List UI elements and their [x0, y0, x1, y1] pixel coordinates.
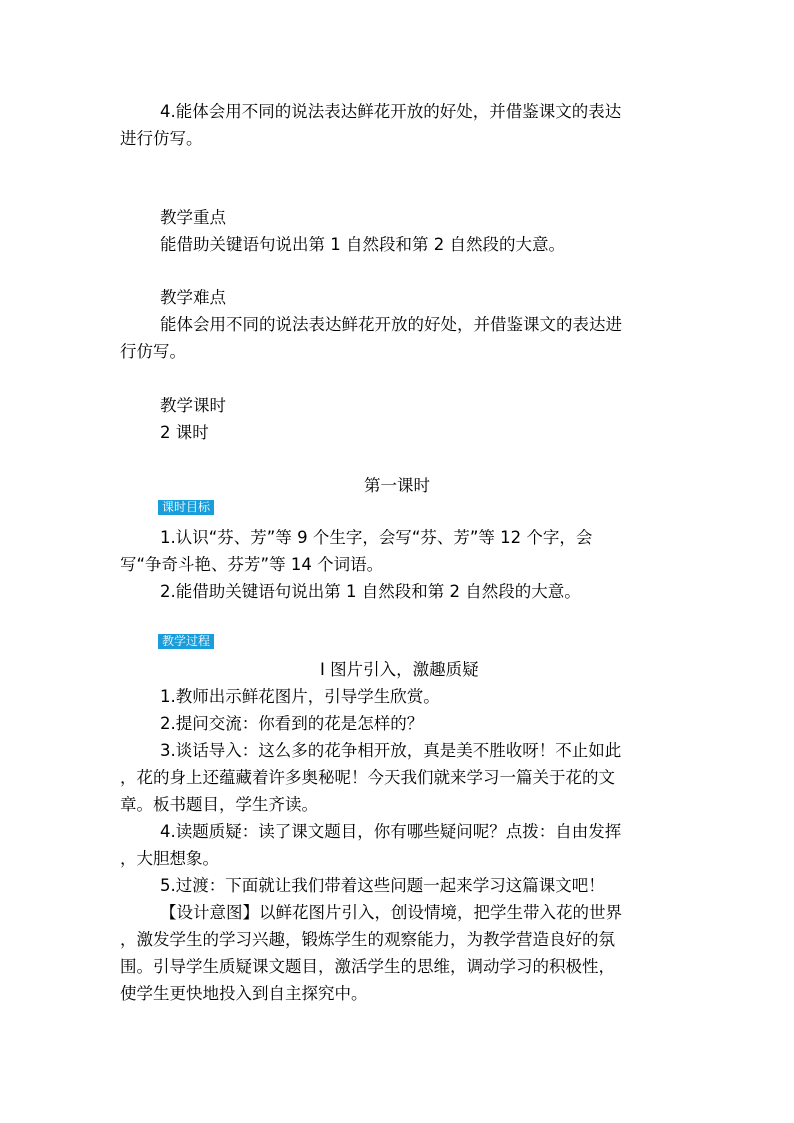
difficulties-line-2: 行仿写。: [120, 342, 186, 361]
key-points-text: 能借助关键语句说出第 1 自然段和第 2 自然段的大意。: [160, 235, 565, 254]
design-intent-line: 使学生更快地投入到自主探究中。: [120, 984, 368, 1003]
difficulties-heading: 教学难点: [160, 288, 226, 307]
class-hours-value: 2 课时: [160, 423, 209, 442]
step-line: ，大胆想象。: [120, 849, 219, 868]
design-intent-line: ，激发学生的学习兴趣，锻炼学生的观察能力，为教学营造良好的氛: [120, 930, 615, 949]
class-hours-heading: 教学课时: [160, 396, 226, 415]
design-intent-line: 【设计意图】以鲜花图片引入，创设情境，把学生带入花的世界: [160, 903, 622, 922]
lesson-objective-1-line-2: 写“争奇斗艳、芬芳”等 14 个词语。: [120, 555, 384, 574]
step-line: 2.提问交流：你看到的花是怎样的？: [160, 714, 424, 733]
step-line: 章。板书题目，学生齐读。: [120, 795, 318, 814]
step-line: 1.教师出示鲜花图片，引导学生欣赏。: [160, 687, 440, 706]
part-title: Ⅰ 图片引入，激趣质疑: [320, 660, 479, 679]
lesson-objective-1-line-1: 1.认识“芬、芳”等 9 个生字，会写“芬、芳”等 12 个字，会: [160, 528, 593, 547]
step-line: 3.谈话导入：这么多的花争相开放，真是美不胜收呀！不止如此: [160, 741, 622, 760]
objective-4-line-2: 进行仿写。: [120, 129, 203, 148]
process-tag: 教学过程: [158, 634, 214, 649]
step-line: 4.读题质疑：读了课文题目，你有哪些疑问呢？点拨：自由发挥: [160, 822, 622, 841]
step-line: 5.过渡：下面就让我们带着这些问题一起来学习这篇课文吧！: [160, 876, 605, 895]
lesson-objective-2: 2.能借助关键语句说出第 1 自然段和第 2 自然段的大意。: [160, 582, 581, 601]
design-intent-line: 围。引导学生质疑课文题目，激活学生的思维，调动学习的积极性，: [120, 957, 615, 976]
difficulties-line-1: 能体会用不同的说法表达鲜花开放的好处，并借鉴课文的表达进: [160, 315, 622, 334]
objectives-tag: 课时目标: [158, 500, 214, 515]
objective-4-line-1: 4.能体会用不同的说法表达鲜花开放的好处，并借鉴课文的表达: [160, 102, 622, 121]
lesson-title: 第一课时: [364, 476, 430, 495]
key-points-heading: 教学重点: [160, 208, 226, 227]
step-line: ，花的身上还蕴藏着许多奥秘呢！今天我们就来学习一篇关于花的文: [120, 768, 615, 787]
